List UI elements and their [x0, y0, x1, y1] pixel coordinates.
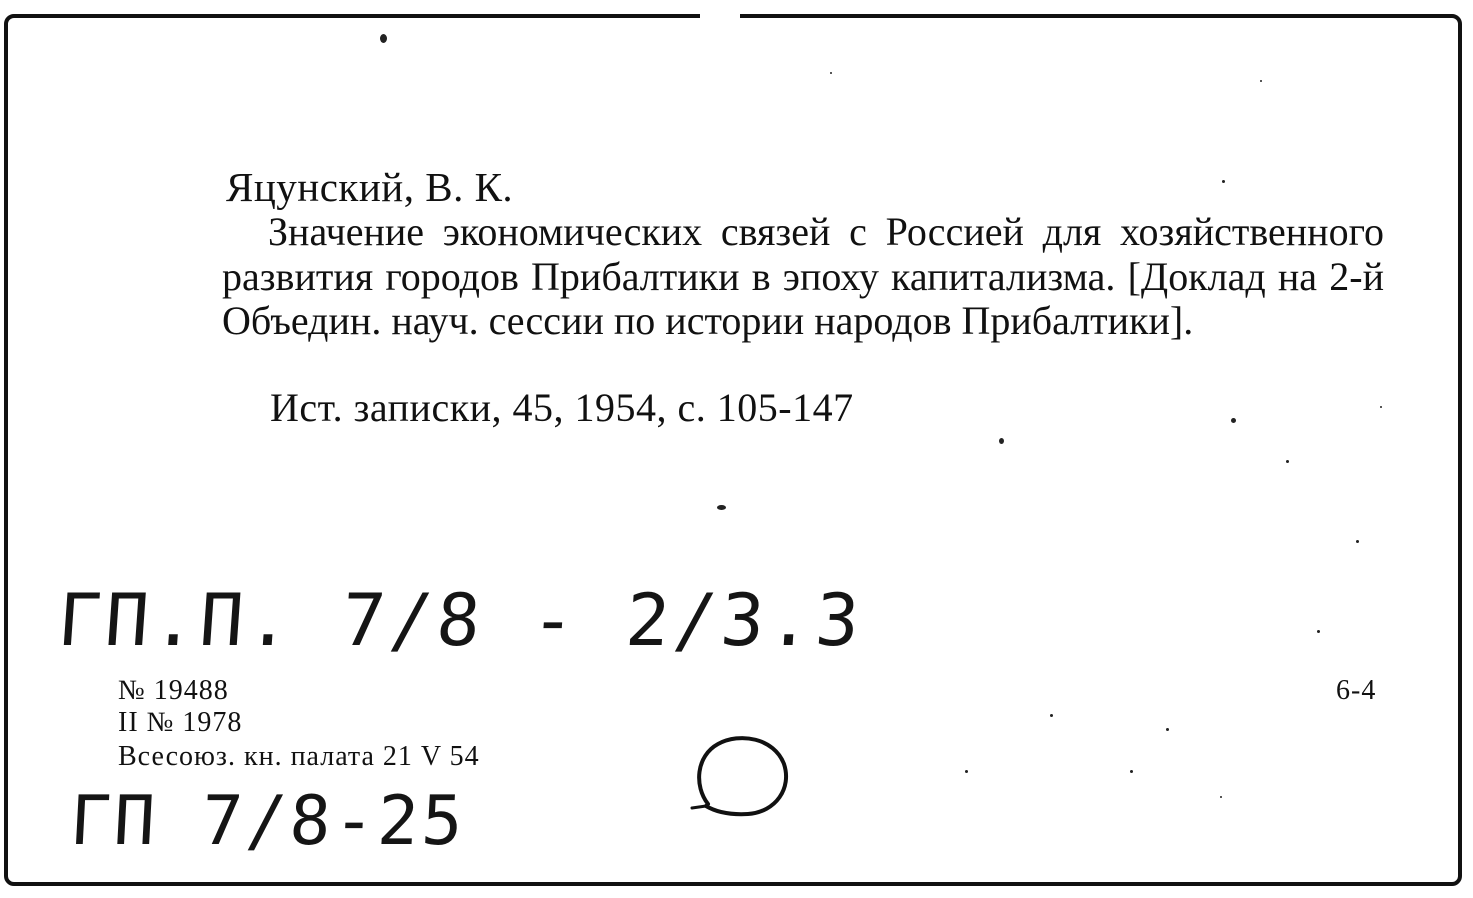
speck	[1380, 406, 1382, 408]
speck	[1356, 540, 1359, 543]
handwritten-shelfmark-1: ГП.П. 7/8 - 2/3.3	[55, 578, 866, 662]
speck	[1317, 630, 1320, 633]
speck	[1222, 180, 1225, 183]
speck	[1220, 796, 1222, 798]
hand-drawn-circle-icon	[688, 716, 798, 826]
publication-title: Значение экономических связей с Россией для хозяйственного развития городов Прибалтики в эпоху капитализма. [Доклад на 2-й Объедин. науч. сессии по истории народов Прибалтики].	[222, 209, 1384, 343]
author-name: Яцунский, В. К.	[226, 164, 514, 210]
speck	[1166, 728, 1169, 731]
speck	[999, 438, 1004, 444]
publisher-stamp: Всесоюз. кн. палата 21 V 54	[118, 741, 480, 772]
accession-number: № 19488	[118, 675, 229, 706]
card-code: 6-4	[1336, 675, 1377, 706]
speck	[1050, 714, 1053, 717]
handwritten-shelfmark-2: ГП 7/8-25	[67, 782, 468, 861]
speck	[1130, 770, 1133, 773]
speck	[1231, 418, 1236, 423]
second-number: II № 1978	[118, 707, 243, 738]
border-gap	[700, 12, 740, 22]
speck	[380, 34, 387, 43]
speck	[1260, 80, 1262, 82]
speck	[830, 72, 832, 74]
source-citation: Ист. записки, 45, 1954, с. 105-147	[270, 385, 854, 430]
speck	[717, 505, 726, 510]
speck	[1286, 460, 1289, 463]
speck	[965, 770, 968, 773]
